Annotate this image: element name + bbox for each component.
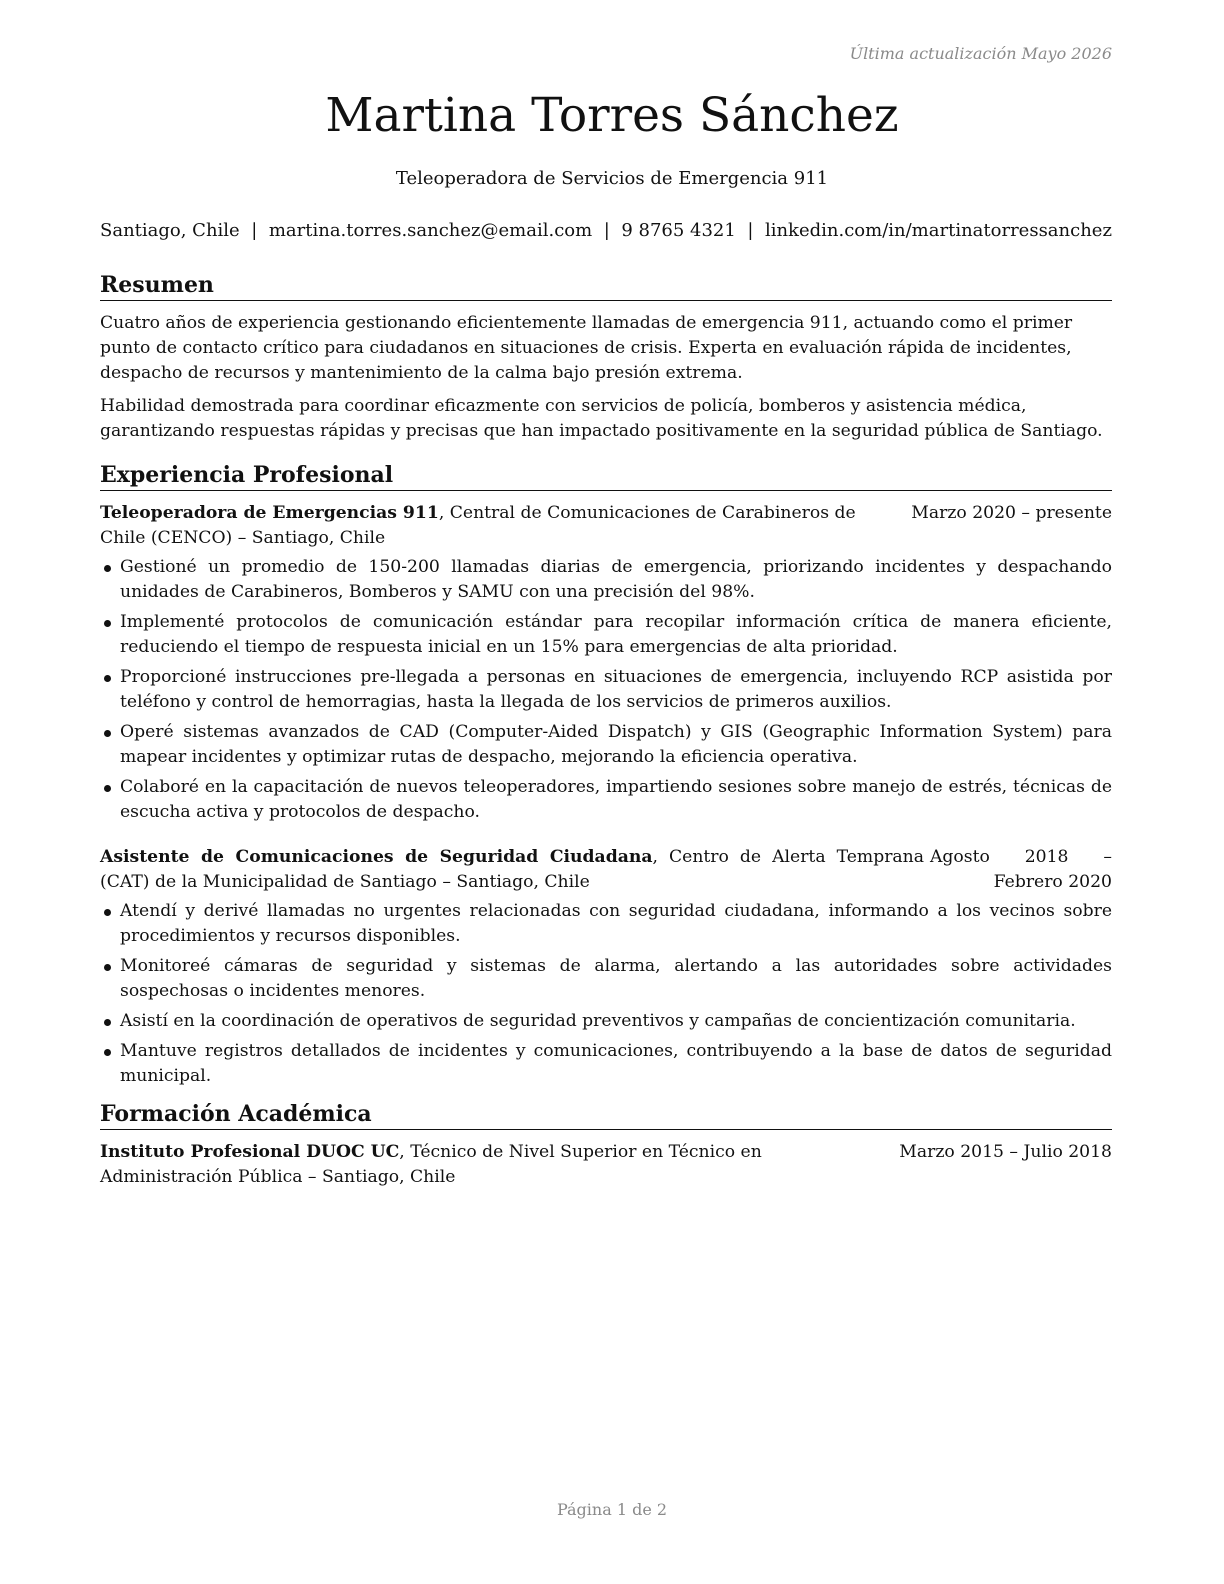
job-bullets [100, 899, 1112, 1089]
list-item: Monitoreé cámaras de seguridad y sistemas de alarma, alertando a las autoridades sobre actividades sospechosas o incidentes menores. [100, 954, 1112, 1004]
contact-separator: | [603, 220, 610, 241]
contact-email[interactable]: martina.torres.sanchez@email.com [268, 220, 593, 241]
section-heading-education: Formación Académica [100, 1099, 1112, 1130]
last-updated-note: Última actualización Mayo 2026 [849, 44, 1112, 63]
job-header [100, 845, 1112, 895]
experience-section [100, 460, 1112, 1089]
education-detail: , Técnico de Nivel Superior en Técnico en Administración Pública – Santiago, Chile [100, 1142, 762, 1187]
summary-paragraph: Cuatro años de experiencia gestionando eficientemente llamadas de emergencia 911, actuando como el primer punto de contacto crítico para ciudadanos en situaciones de crisis. Experta en evaluación rápida de incidentes, despacho de recursos y mantenimiento de la calma bajo presión extrema. [100, 313, 1073, 383]
resume-content [100, 270, 1112, 1190]
list-item: Colaboré en la capacitación de nuevos teleoperadores, impartiendo sesiones sobre manejo de estrés, técnicas de escucha activa y protocolos de despacho. [100, 775, 1112, 825]
education-entry [100, 1140, 1112, 1190]
job-entry [100, 501, 1112, 825]
education-dates: Marzo 2015 – Julio 2018 [899, 1142, 1112, 1162]
list-item: Atendí y derivé llamadas no urgentes relacionadas con seguridad ciudadana, informando a los vecinos sobre procedimientos y recursos disponibles. [100, 899, 1112, 949]
contact-separator: | [251, 220, 258, 241]
job-organization: , Centro de Alerta Temprana (CAT) de la Municipalidad de Santiago – Santiago, Chile [100, 847, 924, 892]
job-role: Teleoperadora de Emergencias 911 [100, 503, 439, 523]
list-item: Asistí en la coordinación de operativos de seguridad preventivos y campañas de concientización comunitaria. [100, 1009, 1112, 1034]
job-entry [100, 845, 1112, 1089]
education-institution: Instituto Profesional DUOC UC [100, 1142, 400, 1162]
section-heading-summary: Resumen [100, 270, 1112, 301]
list-item: Gestioné un promedio de 150-200 llamadas diarias de emergencia, priorizando incidentes y despachando unidades de Carabineros, Bomberos y SAMU con una precisión del 98%. [100, 555, 1112, 605]
job-dates: Agosto 2018 – Febrero 2020 [930, 847, 1112, 892]
job-title-line [100, 501, 911, 551]
summary-paragraph: Habilidad demostrada para coordinar eficazmente con servicios de policía, bomberos y asistencia médica, garantizando respuestas rápidas y precisas que han impactado positivamente en la seguridad pública de Santiago. [100, 396, 1103, 441]
contact-line [100, 218, 1112, 244]
list-item: Operé sistemas avanzados de CAD (Computer-Aided Dispatch) y GIS (Geographic Information System) para mapear incidentes y optimizar rutas de despacho, mejorando la eficiencia operativa. [100, 720, 1112, 770]
contact-location: Santiago, Chile [100, 220, 240, 241]
job-title-line [100, 845, 930, 895]
job-header [100, 501, 1112, 551]
candidate-name: Martina Torres Sánchez [325, 88, 899, 143]
education-title-line [100, 1140, 899, 1190]
contact-linkedin[interactable]: linkedin.com/in/martinatorressanchez [764, 220, 1112, 241]
candidate-title: Teleoperadora de Servicios de Emergencia 911 [395, 168, 829, 189]
list-item: Implementé protocolos de comunicación estándar para recopilar información crítica de manera eficiente, reduciendo el tiempo de respuesta inicial en un 15% para emergencias de alta prioridad. [100, 610, 1112, 660]
contact-separator: | [747, 220, 754, 241]
list-item: Proporcioné instrucciones pre-llegada a personas en situaciones de emergencia, incluyendo RCP asistida por teléfono y control de hemorragias, hasta la llegada de los servicios de primeros auxilios. [100, 665, 1112, 715]
page-number: Página 1 de 2 [556, 1500, 668, 1519]
job-organization: , Central de Comunicaciones de Carabineros de Chile (CENCO) – Santiago, Chile [100, 503, 856, 548]
summary-section [100, 270, 1112, 444]
list-item: Mantuve registros detallados de incidentes y comunicaciones, contribuyendo a la base de datos de seguridad municipal. [100, 1039, 1112, 1089]
job-bullets [100, 555, 1112, 825]
job-dates: Marzo 2020 – presente [911, 503, 1112, 523]
job-role: Asistente de Comunicaciones de Seguridad Ciudadana [100, 847, 653, 867]
contact-phone: 9 8765 4321 [621, 220, 736, 241]
education-section [100, 1099, 1112, 1190]
section-heading-experience: Experiencia Profesional [100, 460, 1112, 491]
